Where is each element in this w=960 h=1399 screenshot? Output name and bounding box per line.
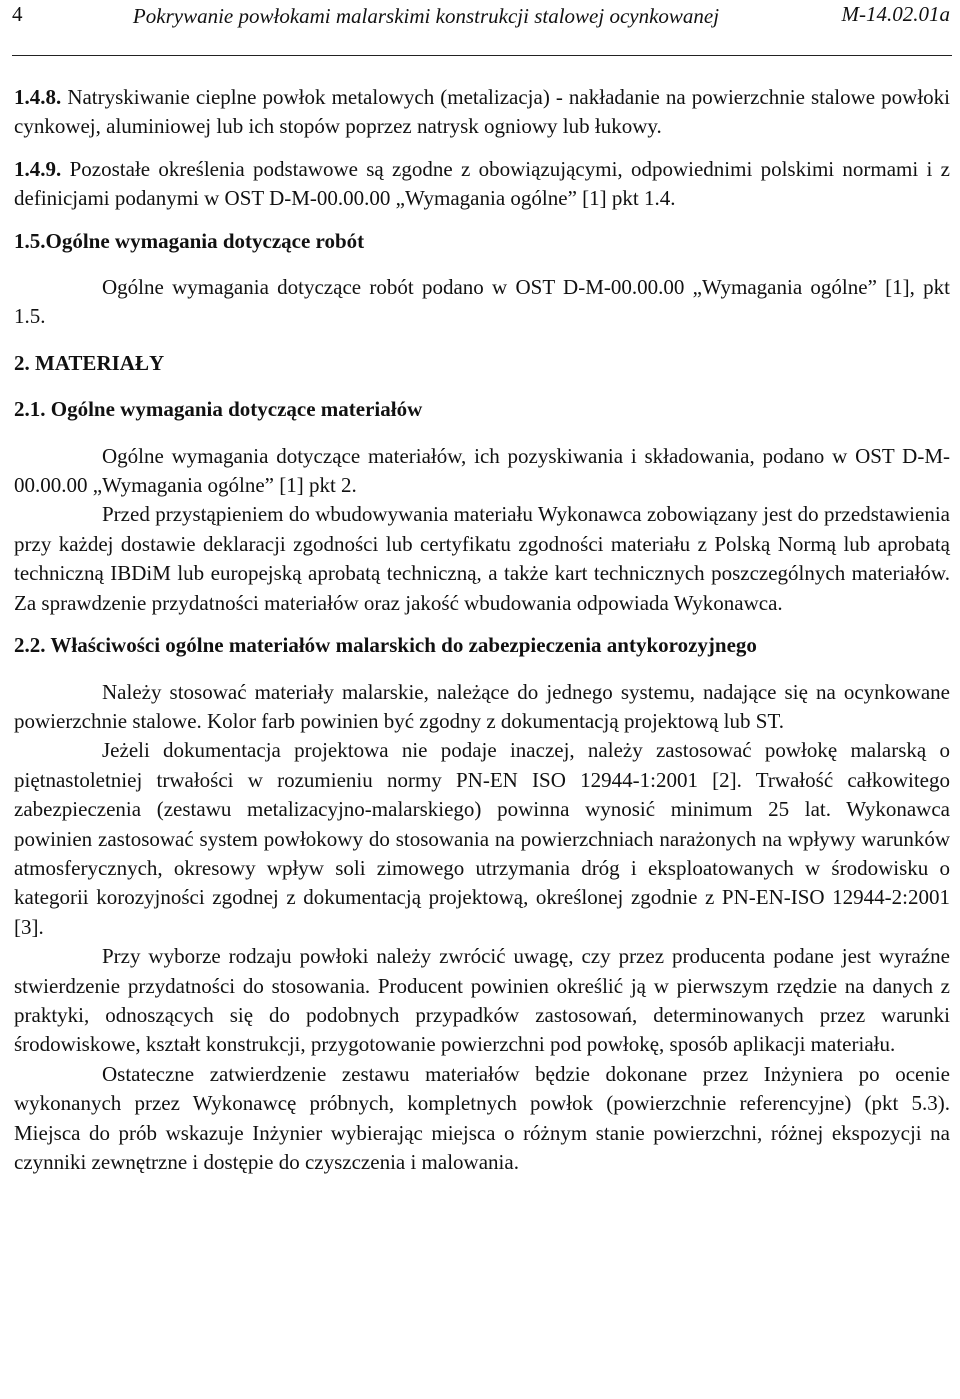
document-body bbox=[14, 83, 950, 1177]
section-2-2-paragraph-1: Należy stosować materiały malarskie, należące do jednego systemu, nadające się na ocynkowane powierzchnie stalowe. Kolor farb powinien być zgodny z dokumentacją projektową lub ST. bbox=[14, 679, 950, 733]
section-text: Pozostałe określenia podstawowe są zgodne z obowiązującymi, odpowiednimi polskimi normami i z definicjami podanymi w OST D-M-00.00.00 „Wymagania ogólne” [1] pkt 1.4. bbox=[14, 156, 951, 211]
section-2-1-paragraph-1: Ogólne wymagania dotyczące materiałów, ich pozyskiwania i składowania, podano w OST D-M-00.00.00 „Wymagania ogólne” [1] pkt 2. bbox=[14, 443, 950, 498]
section-text: Natryskiwanie cieplne powłok metalowych (metalizacja) - nakładanie na powierzchnie stalowe powłoki cynkowej, aluminiowej lub ich stopów poprzez natrysk ogniowy lub łukowy. bbox=[14, 85, 951, 139]
section-2-2-paragraph-3: Przy wyborze rodzaju powłoki należy zwrócić uwagę, czy przez producenta podane jest wyraźne stwierdzenie przydatności do stosowania. Producent powinien określić ją w pierwszym rzędzie na danych z praktyki, odnoszących się do podobnych przypadków zastosowań, determinowanych przez warunki środowiskowe, kształt konstrukcji, przygotowanie powierzchni pod powłokę, sposób aplikacji materiału. bbox=[14, 944, 950, 1057]
section-2-heading: 2. MATERIAŁY bbox=[14, 350, 165, 375]
document-code: M-14.02.01a bbox=[841, 2, 950, 26]
section-2-2-paragraph-2: Jeżeli dokumentacja projektowa nie podaje inaczej, należy zastosować powłokę malarską o piętnastoletniej trwałości w rozumieniu normy PN-EN ISO 12944-1:2001 [2]. Trwałość całkowitego zabezpieczenia (zestawu metalizacyjno-malarskiego) powinna wynosić minimum 25 lat. Wykonawca powinien zastosować system powłokowy do stosowania na powierzchniach narażonych na wpływy warunków atmosferycznych, okresowy wpływ soli zimowego utrzymania dróg i eksploatowanych w środowisku o kategorii korozyjności zgodnej z dokumentacją projektową, określonej zgodnie z PN-EN-ISO 12944-2:2001 [3]. bbox=[14, 738, 950, 939]
header-rule bbox=[12, 55, 952, 56]
page-header bbox=[0, 0, 960, 58]
section-2-1-heading: 2.1. Ogólne wymagania dotyczące materiałów bbox=[14, 397, 423, 422]
section-1-5-heading: 1.5.Ogólne wymagania dotyczące robót bbox=[14, 228, 365, 253]
section-2-2-heading: 2.2. Właściwości ogólne materiałów malarskich do zabezpieczenia antykorozyjnego bbox=[14, 633, 757, 658]
section-number: 1.4.8. bbox=[14, 85, 62, 109]
section-1-5-text: Ogólne wymagania dotyczące robót podano w OST D-M-00.00.00 „Wymagania ogólne” [1], pkt 1.5. bbox=[14, 275, 950, 329]
page-number: 4 bbox=[12, 2, 23, 26]
section-2-1-paragraph-2: Przed przystąpieniem do wbudowywania materiału Wykonawca zobowiązany jest do przedstawienia przy każdej dostawie deklaracji zgodności lub certyfikatu zgodności materiału z Polską Normą lub aprobatą techniczną IBDiM lub europejską aprobatą techniczną, a także kart technicznych poszczególnych materiałów. Za sprawdzenie przydatności materiałów oraz jakość wbudowania odpowiada Wykonawca. bbox=[14, 502, 950, 615]
section-1-4-9 bbox=[14, 155, 950, 214]
section-1-4-8 bbox=[14, 83, 950, 142]
section-2-2-paragraph-4: Ostateczne zatwierdzenie zestawu materiałów będzie dokonane przez Inżyniera po ocenie wykonanych przez Wykonawcę próbnych, kompletnych powłok (powierzchnie referencyjne) (pkt 5.3). Miejsca do prób wskazuje Inżynier wybierając miejsca o różnym stanie powierzchni, różnej ekspozycji na czynniki zewnętrzne i dostępie do czyszczenia i malowania. bbox=[14, 1061, 950, 1174]
section-number: 1.4.9. bbox=[14, 156, 62, 181]
document-title: Pokrywanie powłokami malarskimi konstrukcji stalowej ocynkowanej bbox=[132, 4, 720, 28]
